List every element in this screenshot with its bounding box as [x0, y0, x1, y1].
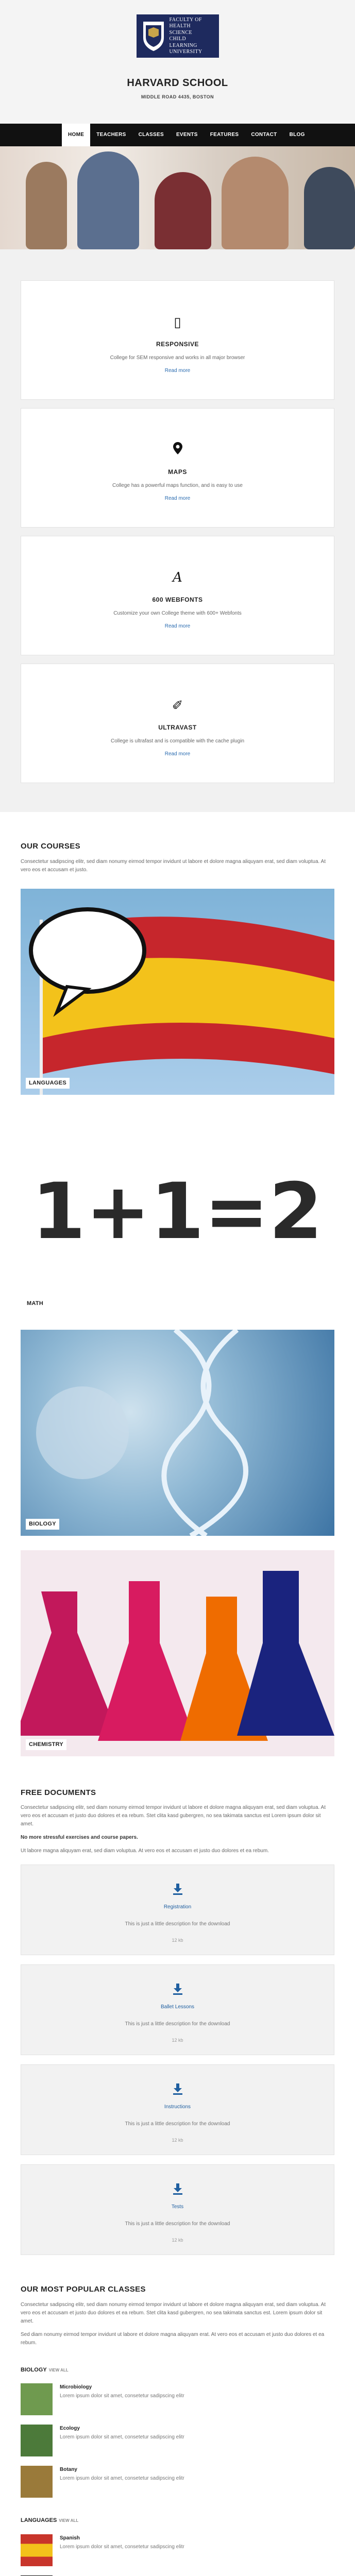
course-tile-math[interactable] [21, 1109, 334, 1315]
class-item[interactable] [21, 2534, 334, 2566]
class-desc: Lorem ipsum dolor sit amet, consetetur sadipscing elitr [60, 2544, 184, 2550]
flasks-illustration [21, 1550, 334, 1756]
nav-item-home[interactable]: HOME [62, 124, 90, 146]
map-pin-icon [21, 439, 334, 460]
document-size: 12 kb [172, 2138, 183, 2143]
class-item[interactable] [21, 2425, 334, 2456]
document-desc: This is just a little description for the download [125, 2021, 230, 2027]
hero-person [222, 157, 289, 249]
feature-card-maps [21, 408, 334, 528]
hero-person [304, 167, 355, 249]
svg-text:1+1=2: 1+1=2 [31, 1166, 323, 1257]
hero-person [155, 172, 211, 249]
section-text: Consectetur sadipscing elitr, sed diam nonumy eirmod tempor invidunt ut labore et dolore magna aliquyam erat, sed diam voluptua. At vero eos et accusam et justo duo dolores et ea rebum. Stet clita kasd gubergren, no sea takimata sanctus est. Lorem ipsum dolor sit amet. [21, 2301, 326, 2324]
document-title-link[interactable]: Ballet Lessons [160, 2004, 195, 2010]
section-text: Consectetur sadipscing elitr, sed diam nonumy eirmod tempor invidunt ut labore et dolore magna aliquyam erat, sed diam voluptua. At vero eos et accusam et justo. [21, 858, 326, 873]
class-name-link[interactable]: Spanish [60, 2535, 80, 2541]
section-subheading: No more stressful exercises and course papers. [21, 1835, 138, 1840]
course-tile-chemistry[interactable] [21, 1550, 334, 1756]
logo-text [170, 17, 214, 56]
nav-item-contact[interactable]: CONTACT [251, 132, 277, 138]
class-thumbnail [21, 2383, 53, 2415]
download-icon[interactable] [21, 2182, 334, 2197]
document-desc: This is just a little description for the download [125, 2221, 230, 2227]
nav-item-teachers[interactable]: TEACHERS [96, 132, 126, 138]
read-more-link[interactable]: Read more [164, 368, 191, 374]
feature-title: MAPS [168, 468, 187, 476]
section-title: OUR COURSES [21, 842, 81, 851]
hero-image [0, 146, 355, 249]
document-card [21, 2164, 334, 2255]
nav-item-blog[interactable]: BLOG [289, 132, 305, 138]
feature-desc: College for SEM responsive and works in all major browser [110, 355, 245, 361]
feature-card-webfonts [21, 536, 334, 655]
tile-label: LANGUAGES [26, 1078, 70, 1089]
class-thumbnail [21, 2466, 53, 2498]
site-header [0, 0, 355, 124]
dna-illustration [21, 1330, 334, 1536]
feature-card-ultrafast [21, 664, 334, 783]
document-card [21, 1865, 334, 1955]
document-card [21, 1964, 334, 2055]
logo-line: CHILD LEARNING [169, 36, 197, 48]
read-more-link[interactable]: Read more [164, 496, 191, 501]
document-card [21, 2064, 334, 2155]
popular-classes-section [0, 2255, 355, 2576]
main-navigation [0, 124, 355, 146]
category-heading-biology [21, 2366, 334, 2375]
course-tile-biology[interactable] [21, 1330, 334, 1536]
shield-icon [142, 20, 165, 52]
document-size: 12 kb [172, 2238, 183, 2243]
class-item[interactable] [21, 2466, 334, 2498]
class-name-link[interactable]: Botany [60, 2467, 77, 2472]
nav-item-features[interactable]: FEATURES [210, 132, 239, 138]
class-name-link[interactable]: Microbiology [60, 2384, 92, 2390]
school-logo[interactable] [137, 14, 219, 58]
download-icon[interactable] [21, 2082, 334, 2097]
class-thumbnail [21, 2425, 53, 2456]
document-title-link[interactable]: Registration [163, 1904, 192, 1910]
hero-person [77, 151, 139, 249]
document-size: 12 kb [172, 1938, 183, 1943]
class-item[interactable] [21, 2383, 334, 2415]
section-text: Sed diam nonumy eirmod tempor invidunt ut labore et dolore magna aliquyam erat. At vero eos et accusam et justo duo dolores et ea rebum. [21, 2331, 325, 2346]
class-thumbnail [21, 2534, 53, 2566]
logo-line: HEALTH SCIENCE [169, 23, 192, 36]
nav-item-events[interactable]: EVENTS [176, 132, 198, 138]
font-icon: A [173, 570, 182, 585]
read-more-link[interactable]: Read more [164, 623, 191, 629]
feature-desc: Customize your own College theme with 600+ Webfonts [113, 611, 242, 616]
flag-illustration [21, 889, 334, 1095]
site-name: HARVARD SCHOOL [127, 77, 228, 89]
features-section [0, 249, 355, 812]
category-heading-languages [21, 2516, 334, 2525]
courses-section [0, 812, 355, 1756]
documents-section [0, 1756, 355, 2256]
feature-desc: College is ultrafast and is compatible with the cache plugin [110, 738, 245, 744]
class-desc: Lorem ipsum dolor sit amet, consetetur sadipscing elitr [60, 2476, 184, 2481]
feature-title: RESPONSIVE [156, 341, 199, 348]
document-size: 12 kb [172, 2038, 183, 2043]
document-title-link[interactable]: Instructions [164, 2104, 191, 2110]
tile-label: MATH [27, 1300, 44, 1307]
view-all-link[interactable]: VIEW ALL [59, 2518, 79, 2523]
category-name: BIOLOGY [21, 2366, 47, 2373]
download-icon[interactable] [21, 1883, 334, 1897]
section-text: Ut labore magna aliquyam erat, sed diam voluptua. At vero eos et accusam et justo duo dolores et ea rebum. [21, 1848, 269, 1854]
tile-label: CHEMISTRY [26, 1739, 66, 1750]
course-tile-languages[interactable] [21, 889, 334, 1095]
class-desc: Lorem ipsum dolor sit amet, consetetur sadipscing elitr [60, 2434, 184, 2440]
nav-item-classes[interactable]: CLASSES [138, 132, 164, 138]
feature-desc: College has a powerful maps function, and is easy to use [112, 483, 243, 488]
feature-title: 600 WEBFONTS [152, 596, 203, 603]
document-title-link[interactable]: Tests [171, 2204, 184, 2210]
section-text: Consectetur sadipscing elitr, sed diam nonumy eirmod tempor invidunt ut labore et dolore magna aliquyam erat, sed diam voluptua. At vero eos et accusam et justo duo dolores et ea rebum. Stet clita kasd gubergren, no sea takimata sanctus est Lorem ipsum dolor sit amet. [21, 1805, 326, 1827]
hero-person [26, 162, 67, 249]
feature-card-responsive [21, 280, 334, 400]
feature-title: ULTRAVAST [158, 724, 197, 731]
read-more-link[interactable]: Read more [164, 751, 191, 757]
logo-line: UNIVERSITY [169, 49, 202, 55]
math-illustration [21, 1109, 334, 1315]
view-all-link[interactable]: VIEW ALL [48, 2367, 69, 2372]
section-title: OUR MOST POPULAR CLASSES [21, 2285, 146, 2294]
tile-label: BIOLOGY [26, 1519, 59, 1530]
class-name-link[interactable]: Ecology [60, 2426, 80, 2431]
document-desc: This is just a little description for the download [125, 1921, 230, 1927]
tablet-icon: ▯ [174, 314, 181, 330]
logo-line: FACULTY OF [169, 16, 202, 23]
rocket-icon: ✐ [172, 698, 183, 713]
download-icon[interactable] [21, 1982, 334, 1997]
site-address: MIDDLE ROAD 4435, BOSTON [141, 94, 214, 99]
category-name: LANGUAGES [21, 2517, 57, 2523]
document-desc: This is just a little description for the download [125, 2121, 230, 2127]
section-title: FREE DOCUMENTS [21, 1788, 96, 1797]
class-desc: Lorem ipsum dolor sit amet, consetetur sadipscing elitr [60, 2393, 184, 2399]
